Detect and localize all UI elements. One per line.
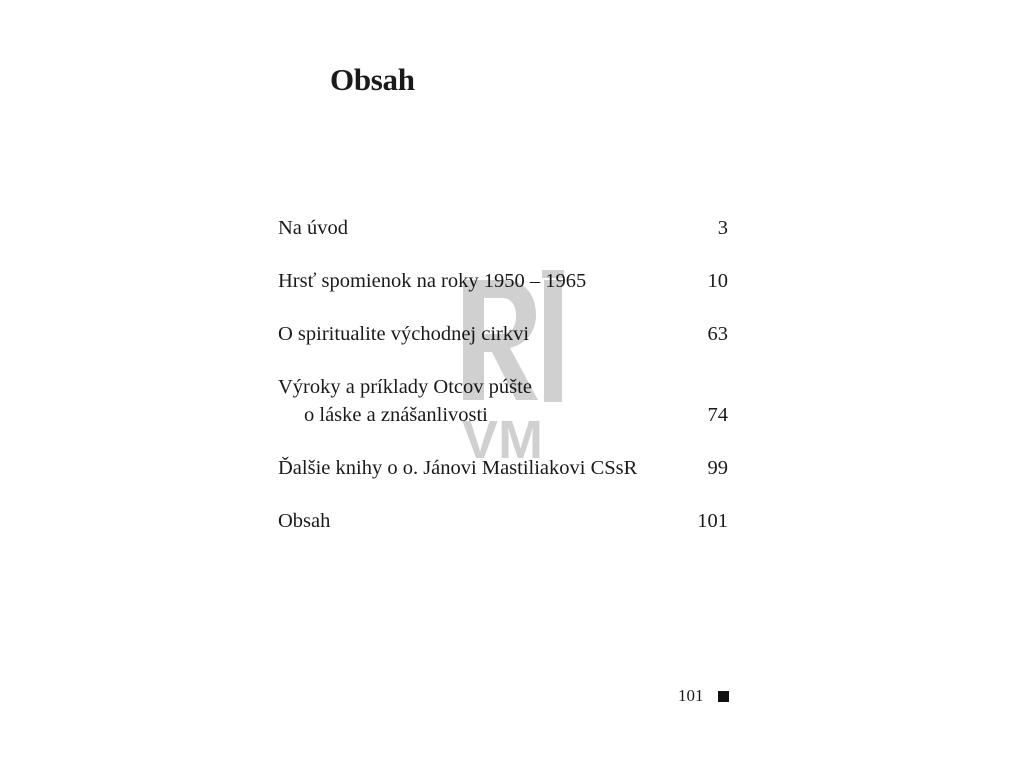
page-footer	[678, 686, 729, 706]
toc-entry-label: Obsah	[278, 510, 331, 532]
toc-entry	[278, 373, 728, 429]
toc-entry-label: Hrsť spomienok na roky 1950 – 1965	[278, 270, 587, 292]
toc-entry-label: Ďalšie knihy o o. Jánovi Mastiliakovi CSsR	[278, 457, 638, 479]
table-of-contents	[278, 214, 728, 535]
toc-entry-label: Výroky a príklady Otcov púšte	[278, 376, 532, 398]
watermark-text: VM	[462, 410, 543, 470]
toc-entry	[278, 267, 728, 295]
page-title: Obsah	[330, 62, 415, 97]
toc-entry-page: 101	[697, 510, 728, 532]
toc-entry-label: O spiritualite východnej cirkvi	[278, 323, 530, 345]
toc-entry-page: 99	[707, 457, 728, 479]
toc-entry-label: Na úvod	[278, 217, 349, 239]
toc-entry-page: 63	[707, 323, 728, 345]
toc-entry	[278, 320, 728, 348]
toc-entry	[278, 507, 728, 535]
page-number: 101	[678, 686, 704, 705]
toc-entry-page: 3	[717, 217, 728, 239]
black-square-icon	[718, 691, 729, 702]
toc-entry	[278, 454, 728, 482]
toc-entry-page: 74	[707, 404, 728, 426]
toc-entry-label-continuation: o láske a znášanlivosti	[304, 404, 488, 426]
toc-entry	[278, 214, 728, 242]
toc-entry-page: 10	[707, 270, 728, 292]
